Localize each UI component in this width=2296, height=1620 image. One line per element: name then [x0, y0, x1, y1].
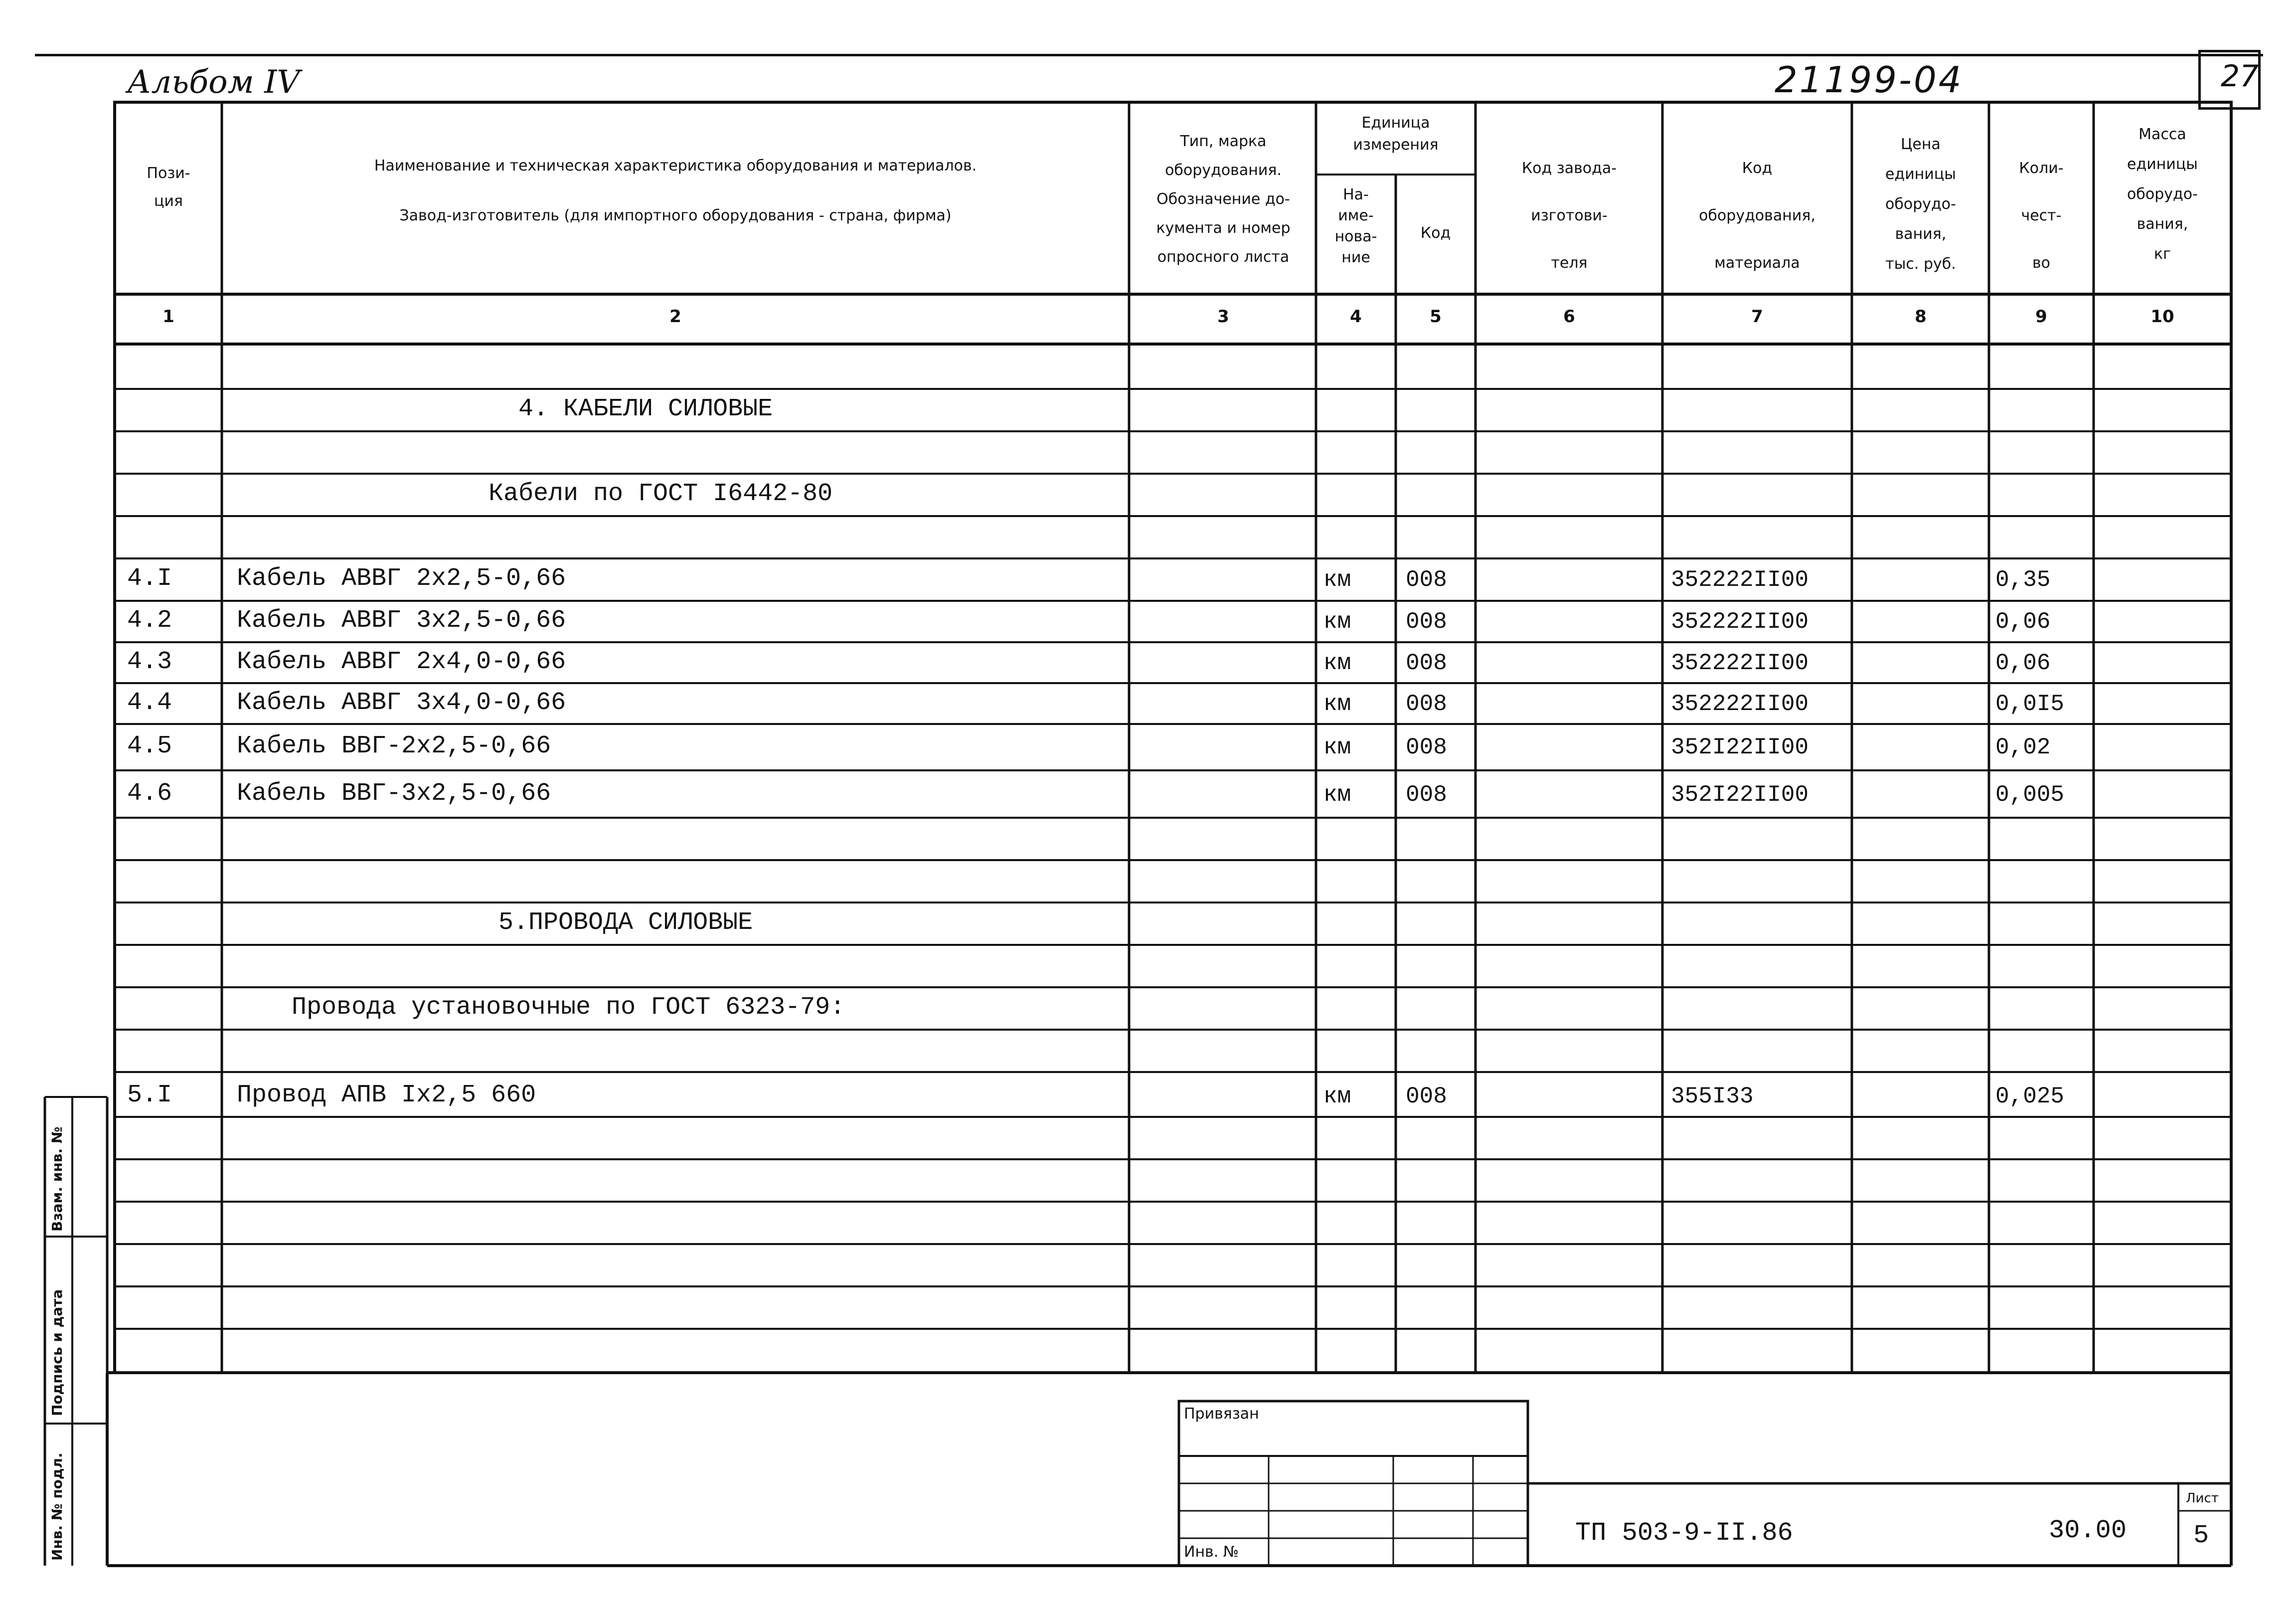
row-name: Кабель АВВГ 3х2,5-0,66 [237, 606, 566, 635]
row-material-code: 352222II00 [1671, 691, 1809, 717]
col-number-9: 9 [2035, 307, 2047, 327]
row-unit-code: 008 [1406, 567, 1447, 593]
stamp-sheet-label: Лист [2186, 1491, 2219, 1506]
row-unit: км [1323, 609, 1351, 635]
col-number-2: 2 [669, 307, 681, 327]
row-material-code: 352222II00 [1671, 609, 1809, 635]
stamp-privyazan-label: Привязан [1184, 1405, 1259, 1423]
col-header-unit-code: Код [1420, 224, 1451, 242]
col-header-price: Цена единицы оборудо- вания, тыс. руб. [1885, 136, 1956, 273]
col-number-6: 6 [1563, 307, 1575, 327]
col-header-unit-group: Единица измерения [1353, 114, 1439, 154]
row-quantity: 0,35 [1995, 567, 2051, 593]
col-header-material-code: Код оборудования, материала [1699, 160, 1815, 272]
section-subtitle-cables: Кабели по ГОСТ I6442-80 [489, 480, 833, 508]
row-unit-code: 008 [1406, 1083, 1447, 1109]
row-unit: км [1323, 1083, 1351, 1109]
stamp-inv-label: Инв. № [1184, 1543, 1239, 1561]
row-material-code: 352222II00 [1671, 650, 1809, 676]
row-quantity: 0,0I5 [1995, 691, 2065, 717]
col-header-maker-code: Код завода- изготови- теля [1521, 160, 1617, 272]
row-position: 4.5 [127, 732, 172, 760]
row-unit-code: 008 [1406, 609, 1447, 635]
row-material-code: 352222II00 [1671, 567, 1809, 593]
row-position: 4.2 [127, 606, 172, 635]
col-header-unit-name: На- име- нова- ние [1334, 186, 1377, 266]
side-label-inventory: Инв. № подл. [49, 1452, 65, 1561]
col-number-10: 10 [2150, 307, 2174, 327]
col-header-name-line2: Завод-изготовитель (для импортного оборудования - страна, фирма) [399, 207, 952, 224]
col-number-5: 5 [1430, 307, 1442, 327]
row-name: Кабель АВВГ 2х2,5-0,66 [237, 564, 566, 593]
section-subtitle-wires: Провода установочные по ГОСТ 6323-79: [292, 993, 845, 1022]
col-header-type: Тип, марка оборудования. Обозначение до- кумента и номер опросного листа [1156, 133, 1291, 266]
col-number-8: 8 [1915, 307, 1927, 327]
row-quantity: 0,02 [1995, 734, 2051, 760]
row-name: Кабель ВВГ-2х2,5-0,66 [237, 732, 551, 760]
row-unit: км [1323, 650, 1351, 676]
row-material-code: 352I22II00 [1671, 734, 1809, 760]
row-quantity: 0,06 [1995, 609, 2051, 635]
row-name: Провод АПВ Iх2,5 660 [237, 1081, 536, 1109]
row-lines [115, 389, 2231, 1329]
row-position: 4.I [127, 564, 172, 593]
row-material-code: 352I22II00 [1671, 782, 1809, 808]
stamp-sheet-code: 30.00 [2049, 1516, 2127, 1545]
side-label-signature: Подпись и дата [49, 1289, 65, 1416]
col-number-4: 4 [1350, 307, 1362, 327]
stamp-sheet-number: 5 [2193, 1521, 2209, 1550]
row-quantity: 0,06 [1995, 650, 2051, 676]
row-quantity: 0,005 [1995, 782, 2065, 808]
row-unit: км [1323, 782, 1351, 808]
stamp-doc-number: ТП 503-9-II.86 [1575, 1518, 1793, 1548]
col-header-position: Пози- ция [147, 165, 190, 210]
section-title-wires: 5.ПРОВОДА СИЛОВЫЕ [498, 908, 753, 937]
row-name: Кабель ВВГ-3х2,5-0,66 [237, 779, 551, 808]
col-number-7: 7 [1751, 307, 1763, 327]
row-name: Кабель АВВГ 2х4,0-0,66 [237, 648, 566, 676]
section-title-cables: 4. КАБЕЛИ СИЛОВЫЕ [518, 395, 773, 423]
row-material-code: 355I33 [1671, 1083, 1754, 1109]
col-header-mass: Масса единицы оборудо- вания, кг [2127, 126, 2198, 263]
col-header-quantity: Коли- чест- во [2019, 160, 2064, 272]
album-label: Альбом IV [127, 64, 300, 101]
row-name: Кабель АВВГ 3х4,0-0,66 [237, 689, 566, 717]
page-corner-number: 27 [2221, 59, 2259, 94]
project-code: 21199-04 [1775, 59, 1964, 101]
col-number-3: 3 [1217, 307, 1229, 327]
col-number-1: 1 [163, 307, 174, 327]
row-unit: км [1323, 691, 1351, 717]
row-unit: км [1323, 567, 1351, 593]
col-header-name-line1: Наименование и техническая характеристика оборудования и материалов. [374, 157, 977, 175]
row-unit: км [1323, 734, 1351, 760]
side-label-replacement: Взам. инв. № [49, 1126, 65, 1232]
row-unit-code: 008 [1406, 691, 1447, 717]
row-unit-code: 008 [1406, 650, 1447, 676]
row-position: 4.4 [127, 689, 172, 717]
row-position: 5.I [127, 1081, 172, 1109]
row-unit-code: 008 [1406, 782, 1447, 808]
row-position: 4.3 [127, 648, 172, 676]
row-position: 4.6 [127, 779, 172, 808]
row-unit-code: 008 [1406, 734, 1447, 760]
row-quantity: 0,025 [1995, 1083, 2065, 1109]
